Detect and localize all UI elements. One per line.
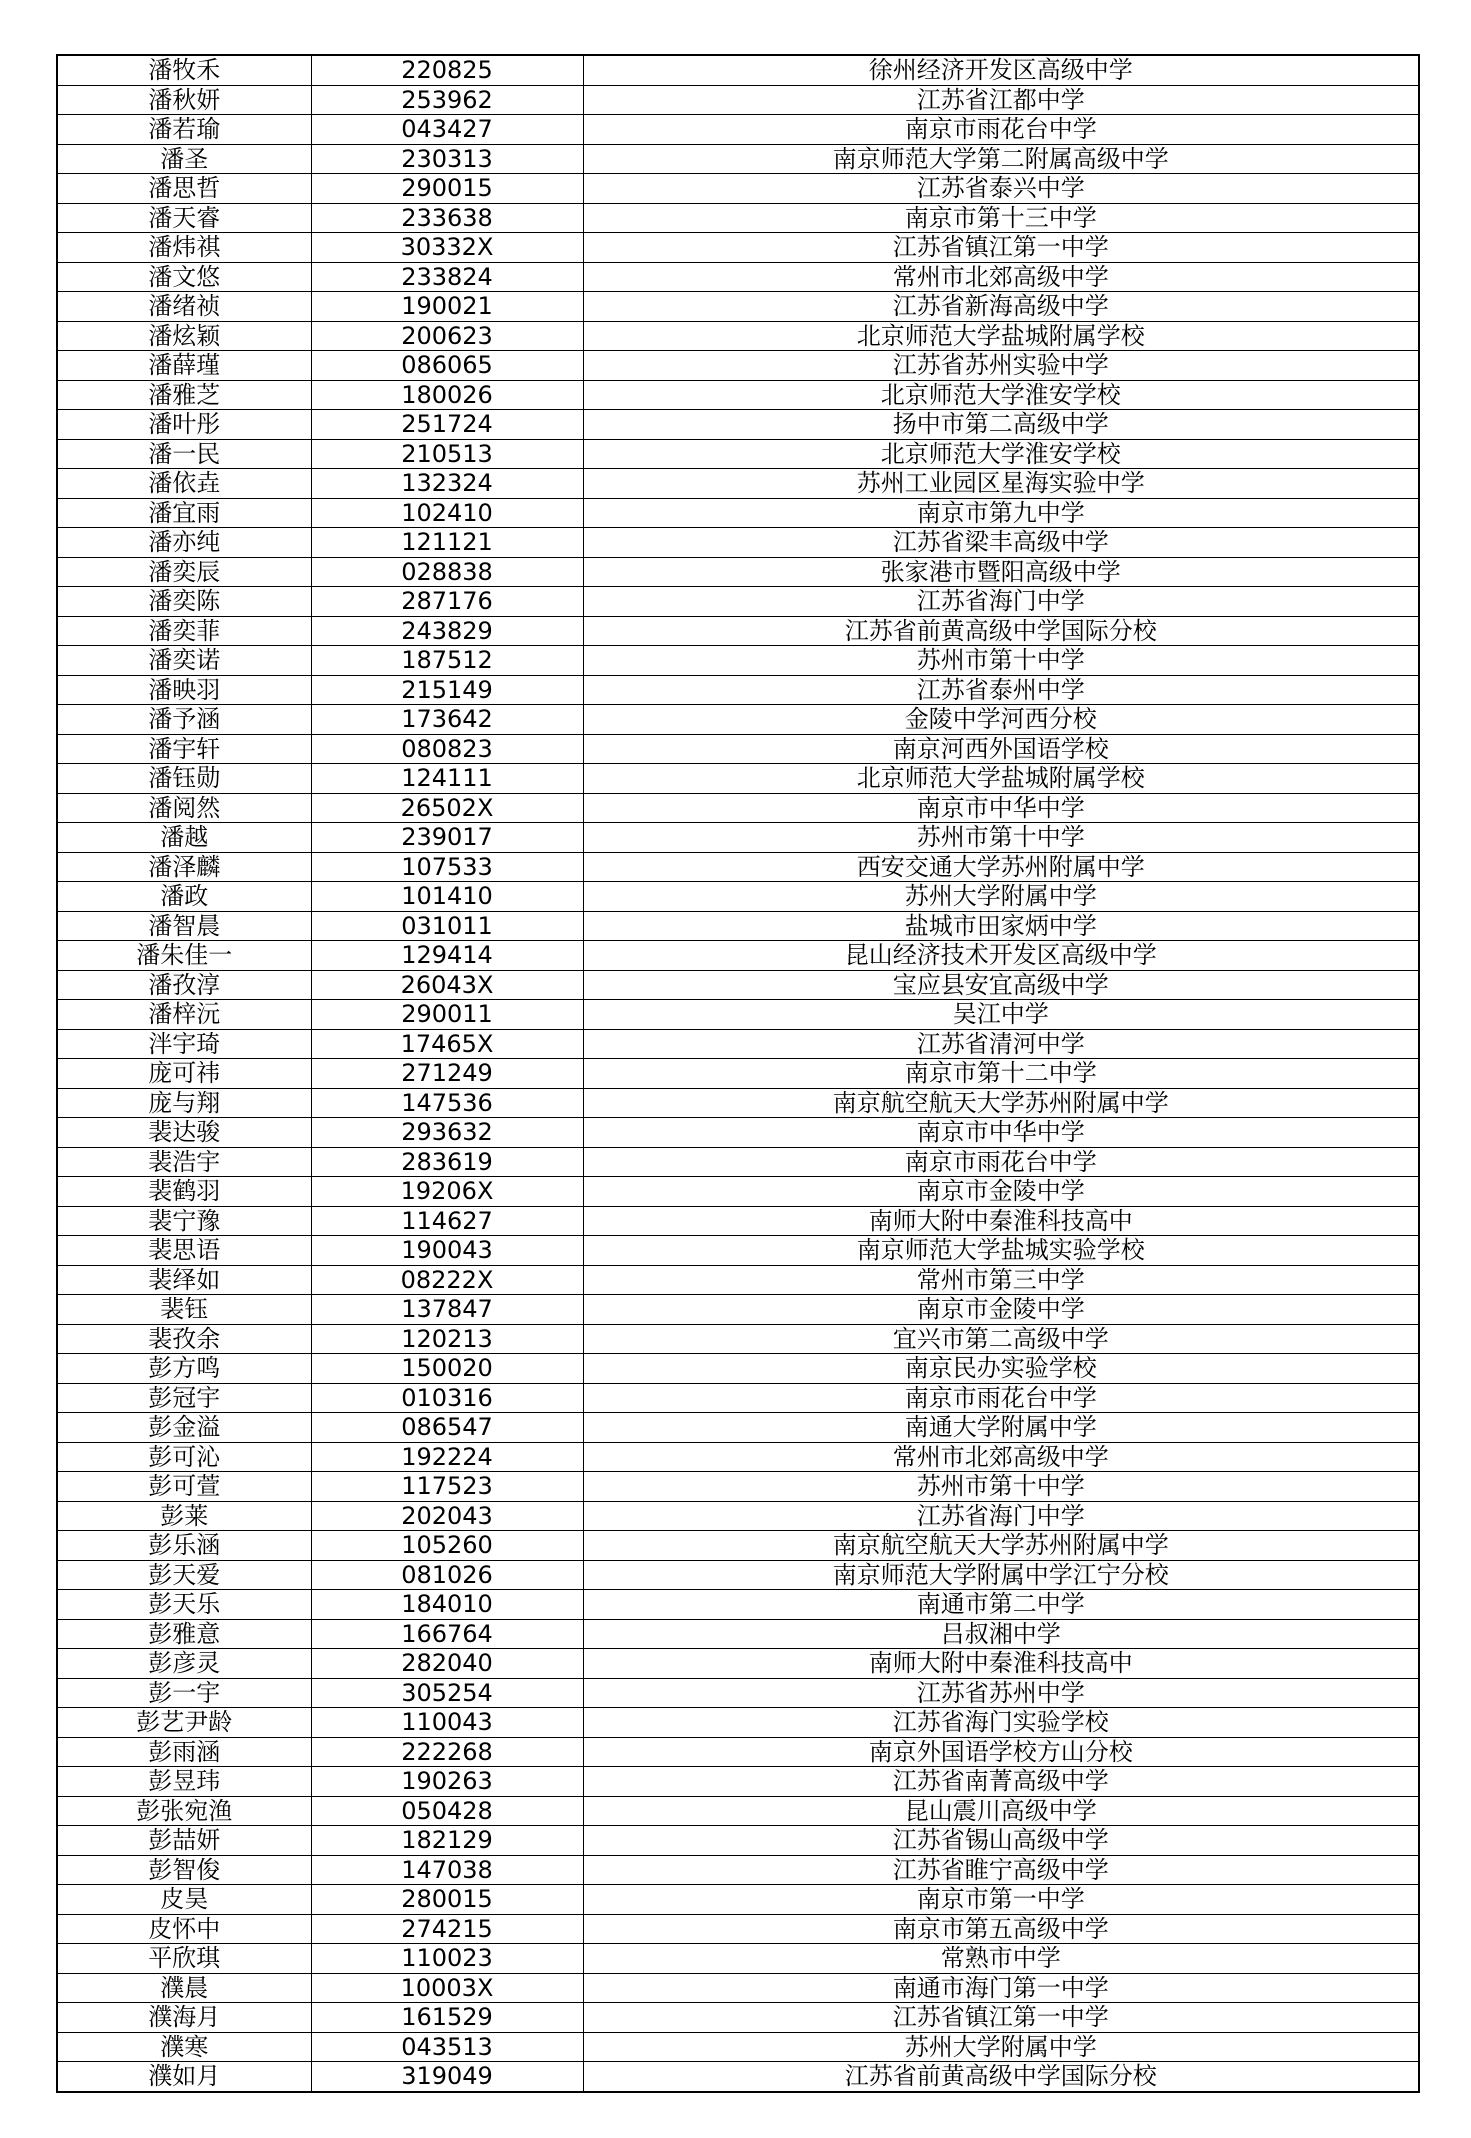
student-id-cell: 137847 — [311, 1295, 583, 1325]
student-name-cell: 潘予涵 — [57, 705, 311, 735]
student-id-cell: 132324 — [311, 469, 583, 499]
table-row — [57, 1560, 1419, 1590]
school-name-cell: 苏州市第十中学 — [583, 646, 1419, 676]
student-name-cell: 彭乐涵 — [57, 1531, 311, 1561]
table-row — [57, 1973, 1419, 2003]
student-name-cell: 彭智俊 — [57, 1855, 311, 1885]
student-name-cell: 潘秋妍 — [57, 85, 311, 115]
student-id-cell: 081026 — [311, 1560, 583, 1590]
school-name-cell: 盐城市田家炳中学 — [583, 911, 1419, 941]
school-name-cell: 宝应县安宜高级中学 — [583, 970, 1419, 1000]
student-name-cell: 潘牧禾 — [57, 55, 311, 85]
student-id-cell: 222268 — [311, 1737, 583, 1767]
school-name-cell: 南京师范大学附属中学江宁分校 — [583, 1560, 1419, 1590]
table-row — [57, 705, 1419, 735]
school-name-cell: 金陵中学河西分校 — [583, 705, 1419, 735]
table-row — [57, 1236, 1419, 1266]
table-row — [57, 498, 1419, 528]
student-name-cell: 彭喆妍 — [57, 1826, 311, 1856]
school-name-cell: 江苏省睢宁高级中学 — [583, 1855, 1419, 1885]
table-row — [57, 1000, 1419, 1030]
student-name-cell: 潘宇轩 — [57, 734, 311, 764]
student-id-cell: 110043 — [311, 1708, 583, 1738]
table-row — [57, 675, 1419, 705]
student-id-cell: 107533 — [311, 852, 583, 882]
student-id-cell: 086065 — [311, 351, 583, 381]
student-id-cell: 239017 — [311, 823, 583, 853]
student-name-cell: 裴思语 — [57, 1236, 311, 1266]
school-name-cell: 南京市中华中学 — [583, 793, 1419, 823]
student-name-cell: 平欣琪 — [57, 1944, 311, 1974]
student-id-cell: 243829 — [311, 616, 583, 646]
table-row — [57, 439, 1419, 469]
school-name-cell: 江苏省南菁高级中学 — [583, 1767, 1419, 1797]
table-row — [57, 1295, 1419, 1325]
student-id-cell: 050428 — [311, 1796, 583, 1826]
school-name-cell: 南通市第二中学 — [583, 1590, 1419, 1620]
table-row — [57, 911, 1419, 941]
student-name-cell: 潘智晨 — [57, 911, 311, 941]
student-id-cell: 290015 — [311, 174, 583, 204]
student-name-cell: 潘奕菲 — [57, 616, 311, 646]
student-name-cell: 潘泽麟 — [57, 852, 311, 882]
student-name-cell: 彭可萱 — [57, 1472, 311, 1502]
student-id-cell: 17465X — [311, 1029, 583, 1059]
table-row — [57, 1914, 1419, 1944]
table-row — [57, 1088, 1419, 1118]
school-name-cell: 常州市第三中学 — [583, 1265, 1419, 1295]
school-name-cell: 南京市雨花台中学 — [583, 115, 1419, 145]
student-id-cell: 192224 — [311, 1442, 583, 1472]
student-name-cell: 潘宜雨 — [57, 498, 311, 528]
student-id-cell: 150020 — [311, 1354, 583, 1384]
table-row — [57, 1383, 1419, 1413]
table-row — [57, 1059, 1419, 1089]
school-name-cell: 北京师范大学盐城附属学校 — [583, 321, 1419, 351]
table-row — [57, 1029, 1419, 1059]
student-id-cell: 043513 — [311, 2032, 583, 2062]
student-id-cell: 031011 — [311, 911, 583, 941]
student-name-cell: 裴宁豫 — [57, 1206, 311, 1236]
student-id-cell: 187512 — [311, 646, 583, 676]
student-name-cell: 潘圣 — [57, 144, 311, 174]
school-name-cell: 江苏省前黄高级中学国际分校 — [583, 616, 1419, 646]
school-name-cell: 江苏省镇江第一中学 — [583, 2003, 1419, 2033]
student-id-cell: 028838 — [311, 557, 583, 587]
student-name-cell: 潘天睿 — [57, 203, 311, 233]
student-id-cell: 010316 — [311, 1383, 583, 1413]
student-id-cell: 173642 — [311, 705, 583, 735]
student-name-cell: 庞可祎 — [57, 1059, 311, 1089]
table-row — [57, 1265, 1419, 1295]
student-id-cell: 043427 — [311, 115, 583, 145]
table-row — [57, 1118, 1419, 1148]
student-id-cell: 180026 — [311, 380, 583, 410]
school-name-cell: 徐州经济开发区高级中学 — [583, 55, 1419, 85]
table-row — [57, 1944, 1419, 1974]
student-id-cell: 290011 — [311, 1000, 583, 1030]
table-row — [57, 115, 1419, 145]
school-name-cell: 南京航空航天大学苏州附属中学 — [583, 1531, 1419, 1561]
table-row — [57, 646, 1419, 676]
school-name-cell: 江苏省海门中学 — [583, 1501, 1419, 1531]
school-name-cell: 江苏省前黄高级中学国际分校 — [583, 2062, 1419, 2092]
student-id-cell: 105260 — [311, 1531, 583, 1561]
student-name-cell: 皮怀中 — [57, 1914, 311, 1944]
school-name-cell: 南京市第一中学 — [583, 1885, 1419, 1915]
table-row — [57, 351, 1419, 381]
school-name-cell: 南京市金陵中学 — [583, 1295, 1419, 1325]
table-row — [57, 2003, 1419, 2033]
student-name-cell: 潘越 — [57, 823, 311, 853]
table-row — [57, 557, 1419, 587]
student-name-cell: 潘依垚 — [57, 469, 311, 499]
student-id-cell: 274215 — [311, 1914, 583, 1944]
school-name-cell: 江苏省海门实验学校 — [583, 1708, 1419, 1738]
student-id-cell: 282040 — [311, 1649, 583, 1679]
student-name-cell: 潘绪祯 — [57, 292, 311, 322]
student-name-cell: 彭冠宇 — [57, 1383, 311, 1413]
school-name-cell: 江苏省镇江第一中学 — [583, 233, 1419, 263]
student-name-cell: 潘炜祺 — [57, 233, 311, 263]
table-row — [57, 144, 1419, 174]
table-row — [57, 1737, 1419, 1767]
student-name-cell: 潘阅然 — [57, 793, 311, 823]
student-id-cell: 26502X — [311, 793, 583, 823]
table-row — [57, 1855, 1419, 1885]
student-name-cell: 潘梓沅 — [57, 1000, 311, 1030]
student-name-cell: 庞与翔 — [57, 1088, 311, 1118]
table-row — [57, 1472, 1419, 1502]
student-name-cell: 泮宇琦 — [57, 1029, 311, 1059]
student-id-cell: 19206X — [311, 1177, 583, 1207]
school-name-cell: 南京河西外国语学校 — [583, 734, 1419, 764]
school-name-cell: 南通大学附属中学 — [583, 1413, 1419, 1443]
table-row — [57, 1767, 1419, 1797]
school-name-cell: 吕叔湘中学 — [583, 1619, 1419, 1649]
student-name-cell: 彭金溢 — [57, 1413, 311, 1443]
student-name-cell: 潘孜淳 — [57, 970, 311, 1000]
table-row — [57, 469, 1419, 499]
table-row — [57, 1501, 1419, 1531]
student-name-cell: 彭天爱 — [57, 1560, 311, 1590]
school-name-cell: 江苏省锡山高级中学 — [583, 1826, 1419, 1856]
student-id-cell: 121121 — [311, 528, 583, 558]
table-row — [57, 793, 1419, 823]
student-id-cell: 30332X — [311, 233, 583, 263]
school-name-cell: 张家港市暨阳高级中学 — [583, 557, 1419, 587]
school-name-cell: 昆山经济技术开发区高级中学 — [583, 941, 1419, 971]
school-name-cell: 苏州工业园区星海实验中学 — [583, 469, 1419, 499]
student-name-cell: 潘亦纯 — [57, 528, 311, 558]
school-name-cell: 南师大附中秦淮科技高中 — [583, 1206, 1419, 1236]
table-row — [57, 233, 1419, 263]
student-id-cell: 147038 — [311, 1855, 583, 1885]
table-row — [57, 2062, 1419, 2092]
table-row — [57, 1147, 1419, 1177]
table-row — [57, 1796, 1419, 1826]
school-name-cell: 南京市第五高级中学 — [583, 1914, 1419, 1944]
table-row — [57, 1590, 1419, 1620]
student-name-cell: 濮海月 — [57, 2003, 311, 2033]
table-row — [57, 1708, 1419, 1738]
school-name-cell: 江苏省江都中学 — [583, 85, 1419, 115]
student-id-cell: 124111 — [311, 764, 583, 794]
student-name-cell: 裴达骏 — [57, 1118, 311, 1148]
school-name-cell: 南京市金陵中学 — [583, 1177, 1419, 1207]
student-id-cell: 161529 — [311, 2003, 583, 2033]
table-row — [57, 616, 1419, 646]
table-row — [57, 852, 1419, 882]
table-row — [57, 55, 1419, 85]
student-id-cell: 166764 — [311, 1619, 583, 1649]
table-row — [57, 410, 1419, 440]
table-row — [57, 823, 1419, 853]
school-name-cell: 苏州市第十中学 — [583, 1472, 1419, 1502]
school-name-cell: 南京师范大学第二附属高级中学 — [583, 144, 1419, 174]
school-name-cell: 常州市北郊高级中学 — [583, 1442, 1419, 1472]
student-id-cell: 10003X — [311, 1973, 583, 2003]
student-name-cell: 潘一民 — [57, 439, 311, 469]
student-id-cell: 190021 — [311, 292, 583, 322]
student-name-cell: 潘叶彤 — [57, 410, 311, 440]
student-name-cell: 潘奕辰 — [57, 557, 311, 587]
school-name-cell: 南京市中华中学 — [583, 1118, 1419, 1148]
student-id-cell: 283619 — [311, 1147, 583, 1177]
table-row — [57, 292, 1419, 322]
student-name-cell: 彭可沁 — [57, 1442, 311, 1472]
student-name-cell: 彭张宛渔 — [57, 1796, 311, 1826]
school-name-cell: 南京民办实验学校 — [583, 1354, 1419, 1384]
student-id-cell: 190043 — [311, 1236, 583, 1266]
student-id-cell: 202043 — [311, 1501, 583, 1531]
student-name-cell: 濮晨 — [57, 1973, 311, 2003]
student-table — [56, 54, 1420, 2093]
student-id-cell: 220825 — [311, 55, 583, 85]
student-name-cell: 裴鹤羽 — [57, 1177, 311, 1207]
student-id-cell: 117523 — [311, 1472, 583, 1502]
school-name-cell: 江苏省海门中学 — [583, 587, 1419, 617]
student-id-cell: 102410 — [311, 498, 583, 528]
school-name-cell: 江苏省泰州中学 — [583, 675, 1419, 705]
table-row — [57, 174, 1419, 204]
table-row — [57, 587, 1419, 617]
school-name-cell: 南京市雨花台中学 — [583, 1383, 1419, 1413]
student-name-cell: 潘炫颖 — [57, 321, 311, 351]
school-name-cell: 南师大附中秦淮科技高中 — [583, 1649, 1419, 1679]
student-name-cell: 濮如月 — [57, 2062, 311, 2092]
student-table-body — [57, 55, 1419, 2092]
school-name-cell: 北京师范大学淮安学校 — [583, 380, 1419, 410]
student-id-cell: 233824 — [311, 262, 583, 292]
school-name-cell: 吴江中学 — [583, 1000, 1419, 1030]
table-row — [57, 203, 1419, 233]
table-row — [57, 734, 1419, 764]
school-name-cell: 江苏省苏州实验中学 — [583, 351, 1419, 381]
student-id-cell: 129414 — [311, 941, 583, 971]
student-id-cell: 26043X — [311, 970, 583, 1000]
table-row — [57, 528, 1419, 558]
table-row — [57, 970, 1419, 1000]
student-name-cell: 彭方鸣 — [57, 1354, 311, 1384]
school-name-cell: 江苏省新海高级中学 — [583, 292, 1419, 322]
school-name-cell: 南京外国语学校方山分校 — [583, 1737, 1419, 1767]
school-name-cell: 苏州市第十中学 — [583, 823, 1419, 853]
student-id-cell: 080823 — [311, 734, 583, 764]
student-name-cell: 皮昊 — [57, 1885, 311, 1915]
student-id-cell: 110023 — [311, 1944, 583, 1974]
student-id-cell: 293632 — [311, 1118, 583, 1148]
student-name-cell: 彭雨涵 — [57, 1737, 311, 1767]
school-name-cell: 江苏省苏州中学 — [583, 1678, 1419, 1708]
table-row — [57, 85, 1419, 115]
table-row — [57, 262, 1419, 292]
student-id-cell: 120213 — [311, 1324, 583, 1354]
student-id-cell: 08222X — [311, 1265, 583, 1295]
student-id-cell: 251724 — [311, 410, 583, 440]
school-name-cell: 扬中市第二高级中学 — [583, 410, 1419, 440]
table-row — [57, 1413, 1419, 1443]
student-id-cell: 271249 — [311, 1059, 583, 1089]
student-name-cell: 潘朱佳一 — [57, 941, 311, 971]
student-id-cell: 253962 — [311, 85, 583, 115]
student-name-cell: 彭艺尹龄 — [57, 1708, 311, 1738]
student-name-cell: 彭一宇 — [57, 1678, 311, 1708]
school-name-cell: 常熟市中学 — [583, 1944, 1419, 1974]
school-name-cell: 苏州大学附属中学 — [583, 2032, 1419, 2062]
student-name-cell: 彭雅意 — [57, 1619, 311, 1649]
student-name-cell: 潘奕诺 — [57, 646, 311, 676]
student-name-cell: 潘钰勋 — [57, 764, 311, 794]
table-row — [57, 1442, 1419, 1472]
school-name-cell: 苏州大学附属中学 — [583, 882, 1419, 912]
student-id-cell: 319049 — [311, 2062, 583, 2092]
student-name-cell: 潘政 — [57, 882, 311, 912]
student-id-cell: 101410 — [311, 882, 583, 912]
student-name-cell: 潘思哲 — [57, 174, 311, 204]
table-row — [57, 380, 1419, 410]
student-id-cell: 184010 — [311, 1590, 583, 1620]
table-row — [57, 882, 1419, 912]
student-name-cell: 彭彦灵 — [57, 1649, 311, 1679]
student-name-cell: 潘若瑜 — [57, 115, 311, 145]
student-id-cell: 210513 — [311, 439, 583, 469]
school-name-cell: 南京市第十三中学 — [583, 203, 1419, 233]
student-id-cell: 233638 — [311, 203, 583, 233]
student-id-cell: 114627 — [311, 1206, 583, 1236]
school-name-cell: 西安交通大学苏州附属中学 — [583, 852, 1419, 882]
student-name-cell: 潘文悠 — [57, 262, 311, 292]
school-name-cell: 常州市北郊高级中学 — [583, 262, 1419, 292]
student-name-cell: 潘薛瑾 — [57, 351, 311, 381]
table-row — [57, 1354, 1419, 1384]
student-name-cell: 潘奕陈 — [57, 587, 311, 617]
school-name-cell: 南京市雨花台中学 — [583, 1147, 1419, 1177]
student-name-cell: 彭昱玮 — [57, 1767, 311, 1797]
school-name-cell: 北京师范大学盐城附属学校 — [583, 764, 1419, 794]
student-name-cell: 裴钰 — [57, 1295, 311, 1325]
student-name-cell: 彭天乐 — [57, 1590, 311, 1620]
table-row — [57, 1177, 1419, 1207]
table-row — [57, 941, 1419, 971]
table-row — [57, 1826, 1419, 1856]
school-name-cell: 北京师范大学淮安学校 — [583, 439, 1419, 469]
student-id-cell: 086547 — [311, 1413, 583, 1443]
student-id-cell: 305254 — [311, 1678, 583, 1708]
student-id-cell: 280015 — [311, 1885, 583, 1915]
table-row — [57, 764, 1419, 794]
student-name-cell: 裴绎如 — [57, 1265, 311, 1295]
school-name-cell: 江苏省清河中学 — [583, 1029, 1419, 1059]
table-row — [57, 1885, 1419, 1915]
table-row — [57, 2032, 1419, 2062]
table-row — [57, 1678, 1419, 1708]
school-name-cell: 南京市第十二中学 — [583, 1059, 1419, 1089]
student-name-cell: 潘映羽 — [57, 675, 311, 705]
student-id-cell: 147536 — [311, 1088, 583, 1118]
school-name-cell: 南京航空航天大学苏州附属中学 — [583, 1088, 1419, 1118]
school-name-cell: 宜兴市第二高级中学 — [583, 1324, 1419, 1354]
student-id-cell: 200623 — [311, 321, 583, 351]
student-name-cell: 濮寒 — [57, 2032, 311, 2062]
school-name-cell: 南通市海门第一中学 — [583, 1973, 1419, 2003]
student-id-cell: 215149 — [311, 675, 583, 705]
table-row — [57, 321, 1419, 351]
student-id-cell: 287176 — [311, 587, 583, 617]
student-id-cell: 230313 — [311, 144, 583, 174]
table-row — [57, 1531, 1419, 1561]
student-id-cell: 182129 — [311, 1826, 583, 1856]
table-row — [57, 1206, 1419, 1236]
school-name-cell: 南京市第九中学 — [583, 498, 1419, 528]
student-name-cell: 裴孜余 — [57, 1324, 311, 1354]
student-name-cell: 潘雅芝 — [57, 380, 311, 410]
school-name-cell: 昆山震川高级中学 — [583, 1796, 1419, 1826]
table-row — [57, 1324, 1419, 1354]
table-row — [57, 1649, 1419, 1679]
student-name-cell: 裴浩宇 — [57, 1147, 311, 1177]
table-row — [57, 1619, 1419, 1649]
student-id-cell: 190263 — [311, 1767, 583, 1797]
school-name-cell: 江苏省梁丰高级中学 — [583, 528, 1419, 558]
student-name-cell: 彭莱 — [57, 1501, 311, 1531]
school-name-cell: 江苏省泰兴中学 — [583, 174, 1419, 204]
school-name-cell: 南京师范大学盐城实验学校 — [583, 1236, 1419, 1266]
